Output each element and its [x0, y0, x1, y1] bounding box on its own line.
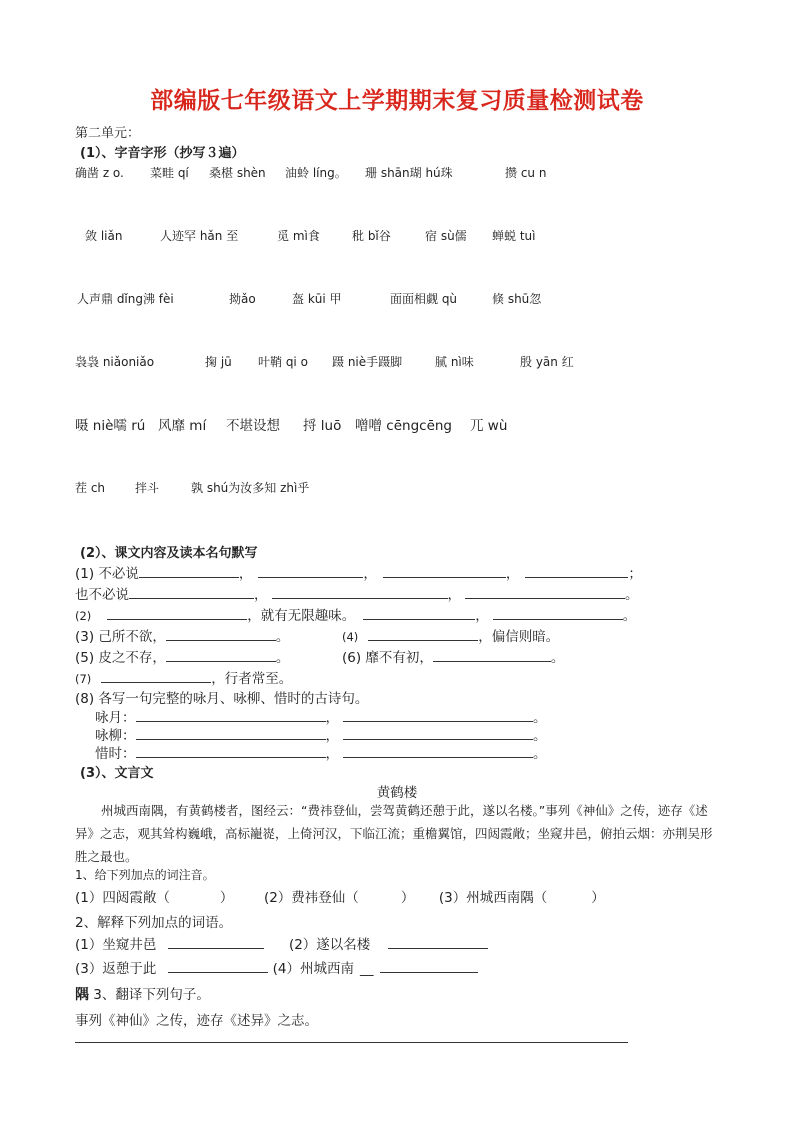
q1-line1 — [75, 562, 642, 582]
answer-blank[interactable] — [168, 959, 268, 973]
answer-blank[interactable] — [388, 935, 488, 949]
punct: 。 — [533, 728, 547, 744]
punct: ， — [475, 608, 489, 624]
punct: 。 — [275, 650, 290, 666]
q1-line2 — [75, 583, 639, 603]
answer-blank[interactable] — [465, 585, 625, 599]
word-item: 孰 shú为汝多知 zhì乎 — [191, 481, 310, 495]
q2-line — [75, 604, 636, 624]
word-item: 面面相觑 qù — [390, 292, 458, 306]
word-item: 人声鼎 dǐng沸 fèi — [77, 292, 174, 306]
p3-q3-sentence: 事列《神仙》之传，迹存《述异》之志。 — [75, 1013, 318, 1029]
page-title: 部编版七年级语文上学期期末复习质量检测试卷 — [150, 88, 644, 114]
answer-blank[interactable] — [343, 744, 533, 758]
q8-row-moon — [95, 706, 547, 726]
q3-line — [75, 625, 289, 645]
answer-blank[interactable] — [136, 726, 326, 740]
answer-blank[interactable] — [368, 627, 478, 641]
q4-line — [342, 625, 559, 645]
word-item: 敛 liǎn — [85, 229, 123, 243]
translation-line[interactable] — [75, 1042, 628, 1043]
word-item: 盔 kūi 甲 — [292, 292, 342, 306]
answer-blank[interactable] — [343, 708, 533, 722]
q2-text: ，就有无限趣味。 — [247, 608, 356, 624]
answer-blank[interactable] — [166, 627, 276, 641]
answer-blank[interactable] — [272, 585, 448, 599]
passage-title: 黄鹤楼 — [376, 785, 418, 801]
answer-blank[interactable] — [383, 564, 506, 578]
word-item: 油蛉 líng。 — [285, 166, 347, 180]
q5-label: (5) 皮之不存， — [75, 650, 166, 666]
answer-blank[interactable] — [136, 744, 326, 758]
q1-item: (3）州城西南隅（ — [438, 890, 548, 906]
word-item: 珊 shān瑚 hú珠 — [365, 166, 453, 180]
q2-item: (2）遂以名楼 — [288, 937, 371, 953]
q4-text: ，偏信则暗。 — [478, 629, 560, 645]
word-item: 蝉蜕 tuì — [492, 229, 536, 243]
answer-blank[interactable] — [380, 959, 478, 973]
passage-text: 州城西南隅，有黄鹤楼者，图经云：“费祎登仙，尝驾黄鹤还憩于此，遂以名楼。”事列《神仙》之传，迹存《述异》之志，观其耸构巍峨，高标巃嵸，上倚河汉，下临江流；重檐翼馆，四闼霞敞；坐窥井邑，俯拍云烟：亦荆吴形胜之最也。 — [75, 803, 713, 864]
q2-item: (4）州城西南 — [272, 961, 355, 977]
punct: ， — [447, 587, 461, 603]
word-item: 人迹罕 hǎn 至 — [160, 229, 239, 243]
q1-item: (1）四闼霞敞（ — [75, 890, 170, 906]
q7-line — [75, 667, 292, 687]
word-item: 风靡 mí — [158, 418, 207, 434]
q8-item-label: 惜时： — [95, 746, 136, 762]
part1-heading: (1）、字音字形（抄写３遍） — [80, 146, 245, 161]
punct: 。 — [550, 650, 565, 666]
punct: ， — [238, 566, 253, 582]
word-item: 茬 ch — [75, 481, 106, 495]
answer-blank[interactable] — [129, 585, 254, 599]
word-item: 掬 jū — [205, 355, 232, 369]
unit-label: 第二单元： — [75, 126, 141, 141]
punct: 。 — [625, 587, 639, 603]
punct: 。 — [622, 608, 637, 624]
word-item: 殷 yān 红 — [520, 355, 574, 369]
word-item: 拗ǎo — [229, 292, 256, 306]
word-item: 腻 nì味 — [435, 355, 474, 369]
word-item: 拌斗 — [135, 481, 160, 495]
q8-row-time — [95, 742, 547, 762]
punct: ） — [400, 890, 415, 906]
q7-text: ，行者常至。 — [211, 671, 293, 687]
part3-heading: (3）、文言文 — [80, 766, 154, 781]
p3-q2-row1 — [75, 933, 488, 953]
punct: ） — [591, 890, 605, 906]
punct: ， — [505, 566, 520, 582]
q2-item: (1）坐窥井邑 — [75, 937, 157, 953]
word-item: 确凿 z o. — [75, 166, 124, 180]
answer-blank[interactable] — [433, 648, 551, 662]
word-item: 不堪设想 — [226, 418, 280, 434]
q3-label: (3) 己所不欲， — [75, 629, 166, 645]
q2-extra: __ — [360, 961, 374, 977]
p3-q3 — [75, 983, 210, 1004]
word-item: 觅 mì食 — [277, 229, 320, 243]
punct: ， — [325, 710, 339, 726]
word-item: 桑椹 shèn — [209, 166, 266, 180]
p3-q1: 1、给下列加点的词注音。 — [75, 868, 215, 882]
word-item: 蹑 niè手蹑脚 — [332, 355, 403, 369]
answer-blank[interactable] — [525, 564, 628, 578]
q3-text: 3、翻译下列句子。 — [93, 987, 210, 1003]
punct: 。 — [533, 746, 547, 762]
answer-blank[interactable] — [343, 726, 533, 740]
word-item: 嗫 niè嚅 rú — [75, 418, 146, 434]
part2-heading: (2）、课文内容及读本名句默写 — [80, 546, 258, 561]
answer-blank[interactable] — [166, 648, 276, 662]
answer-blank[interactable] — [107, 606, 247, 620]
q8-row-willow — [95, 724, 547, 744]
stray-char: 隅 — [75, 987, 89, 1003]
answer-blank[interactable] — [101, 669, 211, 683]
q1-item: (2）费祎登仙（ — [263, 890, 359, 906]
answer-blank[interactable] — [258, 564, 363, 578]
q8-item-label: 咏柳： — [95, 728, 136, 744]
q6-line — [342, 646, 564, 666]
punct: ） — [219, 890, 234, 906]
answer-blank[interactable] — [363, 606, 475, 620]
word-item: 袅袅 niǎoniǎo — [75, 355, 155, 369]
q6-label: (6) 靡不有初， — [342, 650, 433, 666]
answer-blank[interactable] — [136, 708, 326, 722]
word-item: 攒 cu n — [505, 166, 547, 180]
p3-q1-row — [75, 886, 605, 906]
q2-item: (3）返憩于此 — [75, 961, 157, 977]
word-item: 噌噌 cēngcēng — [355, 418, 452, 434]
word-item: 菜畦 qí — [150, 166, 189, 180]
punct: ； — [628, 566, 642, 582]
word-item: 兀 wù — [470, 418, 508, 434]
word-item: 宿 sù儒 — [425, 229, 467, 243]
q2-label: (2) — [75, 609, 92, 623]
q1-label: (1) 不必说 — [75, 566, 139, 582]
punct: ， — [325, 728, 339, 744]
q5-line — [75, 646, 289, 666]
answer-blank[interactable] — [168, 935, 264, 949]
punct: ， — [363, 566, 377, 582]
word-item: 捋 luō — [303, 418, 342, 434]
punct: ， — [325, 746, 339, 762]
punct: ， — [254, 587, 268, 603]
p3-q2-row2 — [75, 957, 478, 977]
answer-blank[interactable] — [493, 606, 623, 620]
q1-line2-label: 也不必说 — [75, 587, 129, 603]
answer-blank[interactable] — [139, 564, 239, 578]
word-item: 叶鞘 qi o — [258, 355, 308, 369]
word-item: 秕 bǐ谷 — [352, 229, 391, 243]
word-item: 倏 shū忽 — [492, 292, 542, 306]
q4-label: (4) — [342, 630, 359, 644]
q8-item-label: 咏月： — [95, 710, 136, 726]
q8-prompt: (8) 各写一句完整的咏月、咏柳、惜时的古诗句。 — [75, 691, 369, 707]
p3-q2: 2、解释下列加点的词语。 — [75, 915, 233, 931]
q7-label: (7) — [75, 672, 92, 686]
punct: 。 — [275, 629, 290, 645]
punct: 。 — [533, 710, 547, 726]
